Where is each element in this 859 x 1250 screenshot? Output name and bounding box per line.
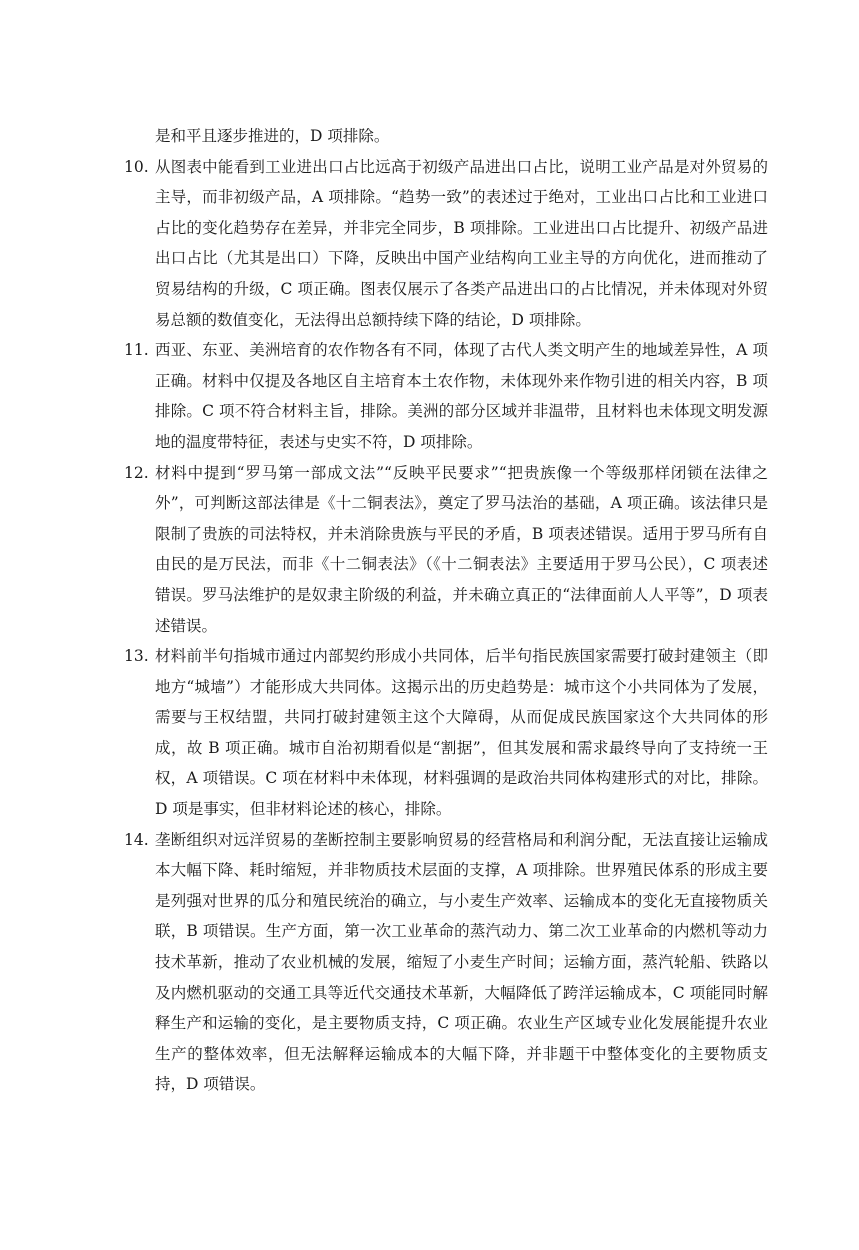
item-number: 12.	[124, 463, 149, 482]
item-text: 材料中提到“罗马第一部成文法”“反映平民要求”“把贵族像一个等级那样闭锁在法律之外”，可判断这部法律是《十二铜表法》，奠定了罗马法治的基础，A 项正确。该法律只是限制了贵族的司法特权，并未消除贵族与平民的矛盾，B 项表述错误。适用于罗马所有自由民的是万民法，而非《十二铜表法》（《十二铜表法》主要适用于罗马公民），C 项表述错误。罗马法维护的是奴隶主阶级的利益，并未确立真正的“法律面前人人平等”，D 项表述错误。	[155, 463, 768, 635]
item-text: 材料前半句指城市通过内部契约形成小共同体，后半句指民族国家需要打破封建领主（即地方“城墙”）才能形成大共同体。这揭示出的历史趋势是：城市这个小共同体为了发展，需要与王权结盟，共同打破封建领主这个大障碍，从而促成民族国家这个大共同体的形成，故 B 项正确。城市自治初期看似是“割据”，但其发展和需求最终导向了支持统一王权，A 项错误。C 项在材料中未体现，材料强调的是政治共同体构建形式的对比，排除。D 项是事实，但非材料论述的核心，排除。	[155, 647, 768, 819]
item-text: 西亚、东亚、美洲培育的农作物各有不同，体现了古代人类文明产生的地域差异性，A 项正确。材料中仅提及各地区自主培育本土农作物，未体现外来作物引进的相关内容，B 项排除。C 项不符合材料主旨，排除。美洲的部分区域并非温带，且材料也未体现文明发源地的温度带特征，表述与史实不符，D 项排除。	[155, 341, 768, 451]
continuation-text: 是和平且逐步推进的，D 项排除。	[155, 127, 390, 145]
item-text: 垄断组织对远洋贸易的垄断控制主要影响贸易的经营格局和利润分配，无法直接让运输成本大幅下降、耗时缩短，并非物质技术层面的支撑，A 项排除。世界殖民体系的形成主要是列强对世界的瓜分和殖民统治的确立，与小麦生产效率、运输成本的变化无直接物质关联，B 项错误。生产方面，第一次工业革命的蒸汽动力、第二次工业革命的内燃机等动力技术革新，推动了农业机械的发展，缩短了小麦生产时间；运输方面，蒸汽轮船、铁路以及内燃机驱动的交通工具等近代交通技术革新，大幅降低了跨洋运输成本，C 项能同时解释生产和运输的变化，是主要物质支持，C 项正确。农业生产区域专业化发展能提升农业生产的整体效率，但无法解释运输成本的大幅下降，并非题干中整体变化的主要物质支持，D 项错误。	[155, 830, 768, 1094]
item-text: 从图表中能看到工业进出口占比远高于初级产品进出口占比，说明工业产品是对外贸易的主导，而非初级产品，A 项排除。“趋势一致”的表述过于绝对，工业出口占比和工业进口占比的变化趋势存在差异，并非完全同步，B 项排除。工业进出口占比提升、初级产品进出口占比（尤其是出口）下降，反映出中国产业结构向工业主导的方向优化，进而推动了贸易结构的升级，C 项正确。图表仅展示了各类产品进出口的占比情况，并未体现对外贸易总额的数值变化，无法得出总额持续下降的结论，D 项排除。	[155, 157, 768, 329]
answer-item-13	[118, 641, 768, 825]
answer-item-14	[118, 825, 768, 1100]
item-number: 10.	[124, 157, 149, 176]
answer-item-10	[118, 152, 768, 336]
answer-explanations	[118, 121, 768, 1100]
answer-item-11	[118, 335, 768, 457]
item-number: 14.	[124, 830, 149, 849]
answer-item-12	[118, 458, 768, 642]
item-number: 11.	[124, 341, 149, 360]
item-number: 13.	[124, 647, 149, 666]
